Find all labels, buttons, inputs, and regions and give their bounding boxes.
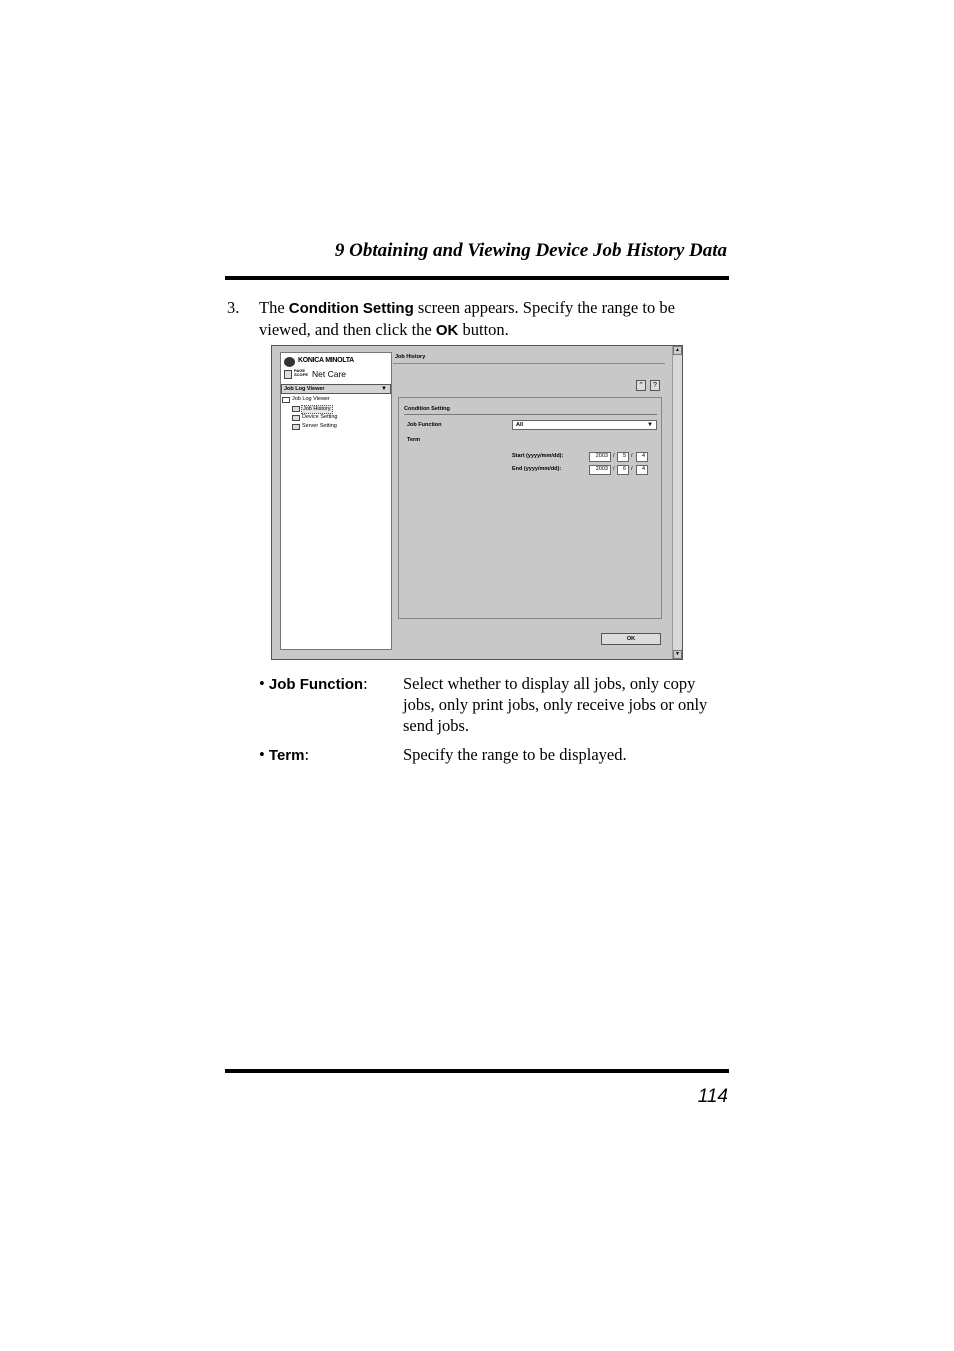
help-icon[interactable]: ? — [650, 380, 660, 391]
tree-item-label: Device Setting — [302, 414, 338, 420]
pagescope-line2: SCOPE — [294, 372, 309, 377]
chevron-down-icon: ▼ — [381, 386, 387, 392]
term-label: Term — [407, 437, 421, 443]
bullet-icon: • — [259, 745, 265, 764]
document-icon — [292, 424, 300, 430]
tree-item-device-setting[interactable] — [282, 414, 390, 423]
date-separator: / — [631, 453, 633, 459]
nav-tree — [282, 397, 390, 432]
tree-item-server-setting[interactable] — [282, 423, 390, 432]
folder-icon — [282, 397, 290, 403]
date-separator: / — [631, 466, 633, 472]
end-year-input[interactable]: 2003 — [589, 465, 611, 475]
viewer-dropdown[interactable] — [281, 384, 391, 394]
bullet-colon: : — [363, 674, 368, 693]
step-number: 3. — [227, 298, 240, 317]
date-separator: / — [613, 453, 615, 459]
left-pane — [280, 352, 392, 650]
document-icon — [292, 415, 300, 421]
screenshot-window — [271, 345, 683, 660]
panel-title: Job History — [395, 354, 426, 360]
pagescope-label — [294, 369, 308, 377]
product-row — [284, 369, 388, 381]
scroll-up-icon[interactable]: ▲ — [673, 346, 682, 355]
section-divider — [404, 414, 657, 415]
ok-button[interactable]: OK — [601, 633, 661, 645]
bullet-term: Job Function — [268, 676, 364, 693]
bullet-icon: • — [259, 674, 265, 693]
job-function-value: All — [516, 422, 524, 428]
job-function-label: Job Function — [407, 422, 442, 428]
scroll-down-icon[interactable]: ▼ — [673, 650, 682, 659]
up-arrow-icon[interactable]: ⌃ — [636, 380, 646, 391]
viewer-dropdown-value: Job Log Viewer — [284, 386, 325, 392]
date-separator: / — [613, 466, 615, 472]
start-year-input[interactable]: 2003 — [589, 452, 611, 462]
brand-name: KONICA MINOLTA — [298, 357, 354, 364]
footer-rule — [225, 1069, 729, 1073]
konica-minolta-logo-icon — [284, 357, 295, 367]
brand-row — [284, 356, 388, 368]
tree-item-label: Server Setting — [302, 423, 337, 429]
chapter-title: 9 Obtaining and Viewing Device Job History Data — [334, 240, 727, 261]
job-function-select[interactable] — [512, 420, 657, 430]
step-text — [259, 297, 729, 341]
end-day-input[interactable]: 4 — [636, 465, 648, 475]
bullet-desc: Specify the range to be displayed. — [403, 745, 627, 764]
section-title: Condition Setting — [404, 406, 450, 412]
bullet-desc: Select whether to display all jobs, only copy jobs, only print jobs, only receive jobs or only send jobs. — [403, 674, 708, 735]
start-month-input[interactable]: 5 — [617, 452, 629, 462]
pagescope-line1: PAGE — [294, 368, 306, 373]
start-day-input[interactable]: 4 — [636, 452, 648, 462]
tree-item-job-history[interactable] — [282, 405, 390, 414]
vertical-scrollbar[interactable] — [672, 346, 682, 659]
step-screen-name: Condition Setting — [288, 300, 414, 317]
start-label: Start (yyyy/mm/dd): — [512, 453, 564, 459]
right-pane — [393, 352, 666, 652]
condition-setting-box — [398, 397, 662, 619]
product-name: Net Care — [312, 369, 347, 379]
tree-item-label: Job Log Viewer — [292, 396, 330, 402]
document-icon — [292, 406, 300, 412]
bullet-colon: : — [304, 745, 310, 764]
end-month-input[interactable]: 6 — [617, 465, 629, 475]
header-rule — [225, 276, 729, 280]
pagescope-icon — [284, 370, 292, 379]
tree-item-root[interactable] — [282, 397, 390, 405]
end-label: End (yyyy/mm/dd): — [512, 466, 562, 472]
step-text-prefix: The — [259, 298, 289, 317]
bullet-job-function — [259, 673, 368, 695]
chevron-down-icon: ▼ — [647, 422, 653, 428]
tree-item-label: Job History — [303, 406, 331, 412]
step-button-name: OK — [435, 322, 459, 339]
bullet-term-item — [259, 744, 309, 766]
panel-divider — [393, 363, 665, 364]
page-number: 114 — [697, 1086, 728, 1107]
bullet-term: Term — [268, 747, 305, 764]
step-text-suffix: button. — [458, 320, 509, 339]
step-text-middle: screen appears. Specify the range to be viewed, and then click the — [259, 298, 675, 339]
